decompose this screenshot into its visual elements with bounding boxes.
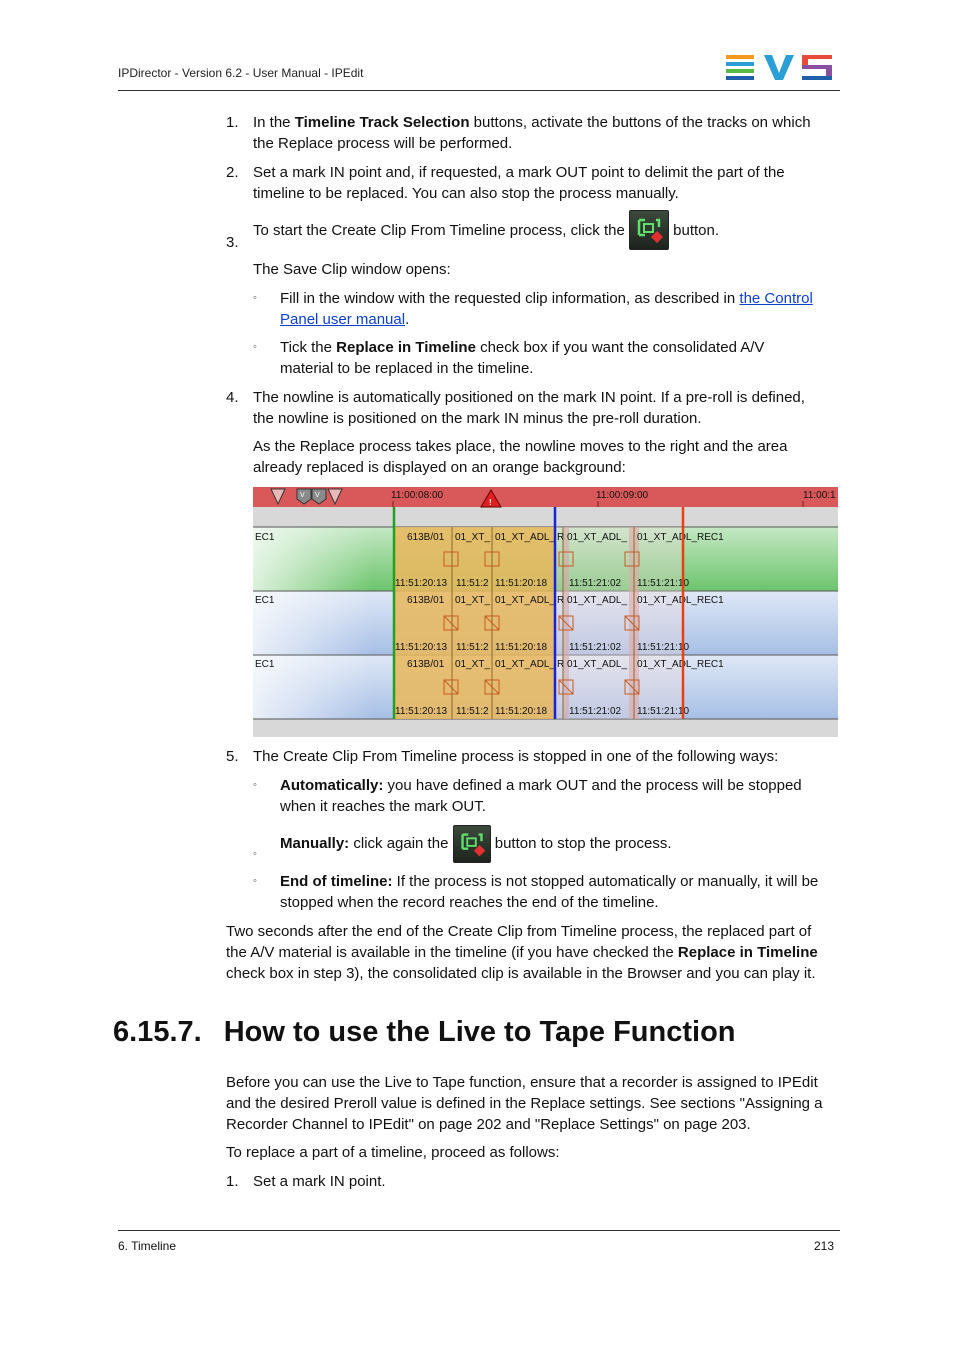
ruler-label: 11:00:1 bbox=[803, 490, 836, 501]
running-header: IPDirector - Version 6.2 - User Manual - IPEdit bbox=[118, 66, 364, 80]
create-clip-from-timeline-button[interactable] bbox=[629, 210, 669, 250]
step-number: 1. bbox=[226, 114, 239, 131]
step-1-text: In the Timeline Track Selection buttons, activate the buttons of the tracks on which the Replace process will be performed. bbox=[253, 114, 811, 152]
svg-text:11:51:20:18: 11:51:20:18 bbox=[495, 642, 548, 653]
footer-rule bbox=[118, 1230, 840, 1231]
bullet-icon: ◦ bbox=[253, 875, 257, 887]
svg-text:613B/01: 613B/01 bbox=[407, 532, 445, 543]
svg-text:11:51:20:18: 11:51:20:18 bbox=[495, 706, 548, 717]
section-heading bbox=[113, 1016, 736, 1049]
section-title: How to use the Live to Tape Function bbox=[223, 1016, 736, 1048]
bullet-5-text: End of timeline: If the process is not stopped automatically or manually, it will be stopped when the record reaches the end of the timeline. bbox=[280, 873, 819, 911]
step-number: 2. bbox=[226, 164, 239, 181]
bullet-3-text: Automatically: you have defined a mark OUT and the process will be stopped when it reaches the mark OUT. bbox=[280, 777, 802, 815]
svg-text:11:51:20:13: 11:51:20:13 bbox=[395, 706, 448, 717]
svg-text:01_XT_ADL_: 01_XT_ADL_ bbox=[567, 595, 628, 606]
section-number: 6.15.7. bbox=[113, 1016, 202, 1048]
marker-label: V bbox=[300, 492, 305, 499]
step-3-sub: The Save Clip window opens: bbox=[253, 261, 451, 278]
step-number: 4. bbox=[226, 389, 239, 406]
control-panel-link[interactable]: the Control bbox=[739, 290, 813, 307]
svg-text:EC1: EC1 bbox=[255, 595, 275, 606]
svg-text:11:51:20:13: 11:51:20:13 bbox=[395, 578, 448, 589]
step-number: 3. bbox=[226, 234, 239, 251]
svg-text:01_XT_ADL_: 01_XT_ADL_ bbox=[495, 659, 556, 670]
step-2-text: Set a mark IN point and, if requested, a mark OUT point to delimit the part of the timeline to be replaced. You can also stop the process manually. bbox=[253, 164, 785, 202]
svg-text:EC1: EC1 bbox=[255, 532, 275, 543]
step-3-text: To start the Create Clip From Timeline process, click the button. bbox=[253, 210, 813, 250]
timeline-screenshot bbox=[253, 487, 838, 737]
svg-text:11:51:21:10: 11:51:21:10 bbox=[637, 642, 690, 653]
warning-label: ! bbox=[489, 498, 492, 507]
create-clip-from-timeline-button[interactable] bbox=[453, 825, 491, 863]
svg-text:01_XT_: 01_XT_ bbox=[455, 659, 491, 670]
footer-chapter: 6. Timeline bbox=[118, 1239, 177, 1253]
step-5-text: The Create Clip From Timeline process is stopped in one of the following ways: bbox=[253, 748, 779, 765]
summary-paragraph: Two seconds after the end of the Create Clip from Timeline process, the replaced part of the A/V material is available in the timeline (if you have checked the Replace in Timeline check box in step 3), the consolidated clip is available in the Browser and you can play it. bbox=[226, 923, 818, 982]
bullet-icon: ◦ bbox=[253, 292, 257, 304]
bullet-4-text: Manually: click again the button to stop the process. bbox=[280, 825, 840, 863]
section-intro: Before you can use the Live to Tape function, ensure that a recorder is assigned to IPEdit and the desired Preroll value is defined in the Replace settings. See sections "Assigning a Recorder Channel to IPEdit" on page 202 and "Replace Settings" on page 203. bbox=[226, 1074, 823, 1133]
svg-text:613B/01: 613B/01 bbox=[407, 595, 445, 606]
svg-text:11:51:21:02: 11:51:21:02 bbox=[569, 578, 622, 589]
create-clip-icon bbox=[454, 826, 490, 862]
svg-text:R: R bbox=[557, 595, 565, 606]
svg-text:11:51:2: 11:51:2 bbox=[456, 642, 489, 653]
evs-logo bbox=[726, 53, 834, 81]
svg-text:11:51:2: 11:51:2 bbox=[456, 578, 489, 589]
bullet-2-text: Tick the Replace in Timeline check box if you want the consolidated A/V material to be replaced in the timeline. bbox=[280, 339, 765, 377]
svg-text:01_XT_ADL_REC1: 01_XT_ADL_REC1 bbox=[637, 532, 724, 543]
svg-text:01_XT_ADL_: 01_XT_ADL_ bbox=[567, 532, 628, 543]
svg-text:01_XT_ADL_REC1: 01_XT_ADL_REC1 bbox=[637, 659, 724, 670]
step-4-para: As the Replace process takes place, the nowline moves to the right and the area already replaced is displayed on an orange background: bbox=[253, 438, 788, 476]
svg-text:11:51:21:10: 11:51:21:10 bbox=[637, 706, 690, 717]
bullet-1-text: Fill in the window with the requested clip information, as described in the Control Panel user manual. bbox=[280, 290, 813, 328]
svg-text:11:51:21:02: 11:51:21:02 bbox=[569, 642, 622, 653]
control-panel-link[interactable]: Panel user manual bbox=[280, 311, 406, 328]
svg-text:01_XT_ADL_: 01_XT_ADL_ bbox=[567, 659, 628, 670]
svg-text:11:51:20:13: 11:51:20:13 bbox=[395, 642, 448, 653]
bullet-icon: ◦ bbox=[253, 848, 257, 860]
marker-label: V bbox=[315, 492, 320, 499]
svg-text:01_XT_ADL_: 01_XT_ADL_ bbox=[495, 532, 556, 543]
section-step-1: Set a mark IN point. bbox=[253, 1173, 386, 1190]
step-number: 1. bbox=[226, 1173, 239, 1190]
section-lead: To replace a part of a timeline, proceed as follows: bbox=[226, 1144, 560, 1161]
svg-text:11:51:2: 11:51:2 bbox=[456, 706, 489, 717]
step-4-text: The nowline is automatically positioned on the mark IN point. If a pre-roll is defined, the nowline is positioned on the mark IN minus the pre-roll duration. bbox=[253, 389, 805, 427]
page-number: 213 bbox=[814, 1239, 835, 1253]
svg-text:11:51:20:18: 11:51:20:18 bbox=[495, 578, 548, 589]
svg-text:R: R bbox=[557, 532, 565, 543]
bullet-icon: ◦ bbox=[253, 341, 257, 353]
svg-text:01_XT_ADL_REC1: 01_XT_ADL_REC1 bbox=[637, 595, 724, 606]
ruler-label: 11:00:08:00 bbox=[391, 490, 444, 501]
svg-text:01_XT_: 01_XT_ bbox=[455, 532, 491, 543]
step-number: 5. bbox=[226, 748, 239, 765]
svg-text:11:51:21:02: 11:51:21:02 bbox=[569, 706, 622, 717]
svg-text:613B/01: 613B/01 bbox=[407, 659, 445, 670]
svg-text:01_XT_ADL_: 01_XT_ADL_ bbox=[495, 595, 556, 606]
create-clip-icon bbox=[630, 211, 668, 249]
header-rule bbox=[118, 90, 840, 91]
svg-text:R: R bbox=[557, 659, 565, 670]
svg-text:11:51:21:10: 11:51:21:10 bbox=[637, 578, 690, 589]
svg-text:01_XT_: 01_XT_ bbox=[455, 595, 491, 606]
ruler-label: 11:00:09:00 bbox=[596, 490, 649, 501]
bullet-icon: ◦ bbox=[253, 779, 257, 791]
replaced-area bbox=[394, 527, 555, 719]
svg-text:EC1: EC1 bbox=[255, 659, 275, 670]
